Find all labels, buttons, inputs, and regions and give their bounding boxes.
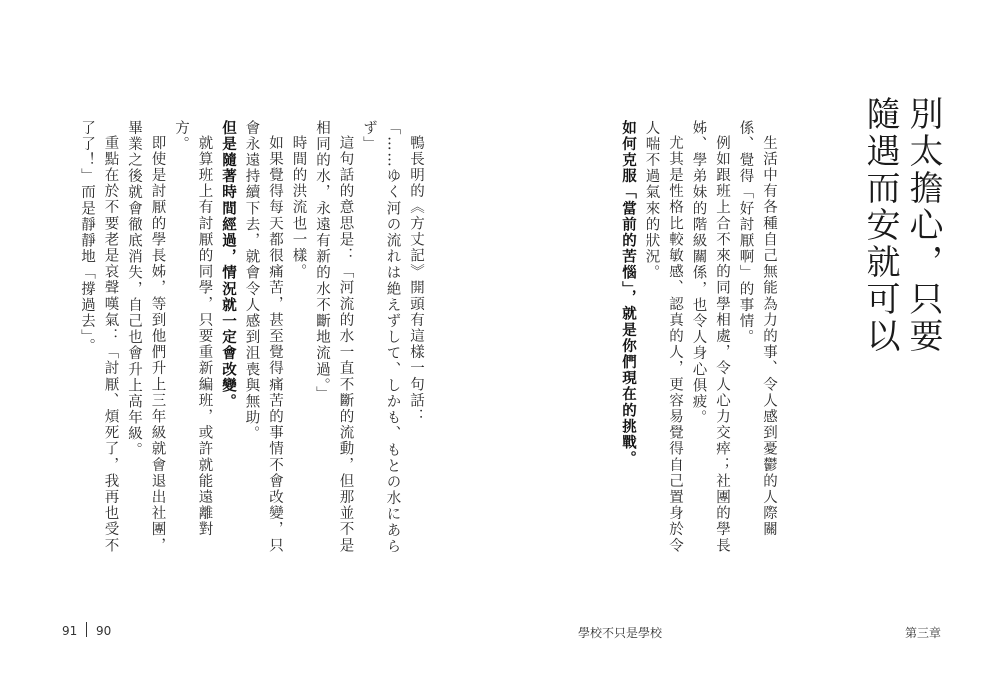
right-page-body (585, 120, 780, 560)
chapter-section-title: 別太擔心，只要隨遇而安就可以 (860, 96, 943, 355)
quotation-paragraph: 「……ゆく河の流れは絶えずして、しかも、もとの水にあらず」 (361, 120, 401, 555)
left-page-body (52, 120, 427, 560)
chapter-label: 第三章 (905, 626, 942, 640)
paragraph: 就算班上有討厭的同學，只要重新編班，或許就能遠離對方。 (173, 120, 213, 537)
emphasis-paragraph: 但是隨著時間經過，情況就一定會改變。 (220, 120, 236, 410)
paragraph: 這句話的意思是：「河流的水一直不斷的流動，但那並不是相同的水，永遠有新的水不斷地流過。」 (314, 120, 354, 554)
paragraph: 即使是討厭的學長姊，等到他們升上三年級就會退出社團，畢業之後就會徹底消失，自己也會升上高年級。 (126, 120, 166, 554)
page-number-divider (86, 622, 87, 637)
paragraph: 如果覺得每天都很痛苦，甚至覺得痛苦的事情不會改變，只會永遠持續下去，就會令人感到沮喪與無助。 (243, 120, 283, 554)
running-title: 學校不只是學校 (578, 626, 663, 640)
paragraph: 生活中有各種自己無能為力的事、令人感到憂鬱的人際關係、覺得「好討厭啊」的事情。 (737, 120, 777, 537)
paragraph: 尤其是性格比較敏感、認真的人，更容易覺得自己置身於令人喘不過氣來的狀況。 (643, 120, 683, 554)
page-number-inner: 90 (96, 624, 112, 638)
page-number-outer: 91 (62, 624, 78, 638)
paragraph: 時間的洪流也一樣。 (290, 134, 307, 280)
emphasis-paragraph: 如何克服「當前的苦惱」，就是你們現在的挑戰。 (620, 120, 636, 467)
paragraph: 例如跟班上合不來的同學相處，令人心力交瘁；社團的學長姊、學弟妹的階級關係，也令人身心俱疲。 (690, 120, 730, 554)
paragraph: 鴨長明的《方丈記》開頭有這樣一句話： (408, 134, 424, 425)
paragraph: 重點在於不要老是哀聲嘆氣：「討厭、煩死了，我再也受不了了！」而是靜靜地「撐過去」。 (79, 120, 119, 554)
